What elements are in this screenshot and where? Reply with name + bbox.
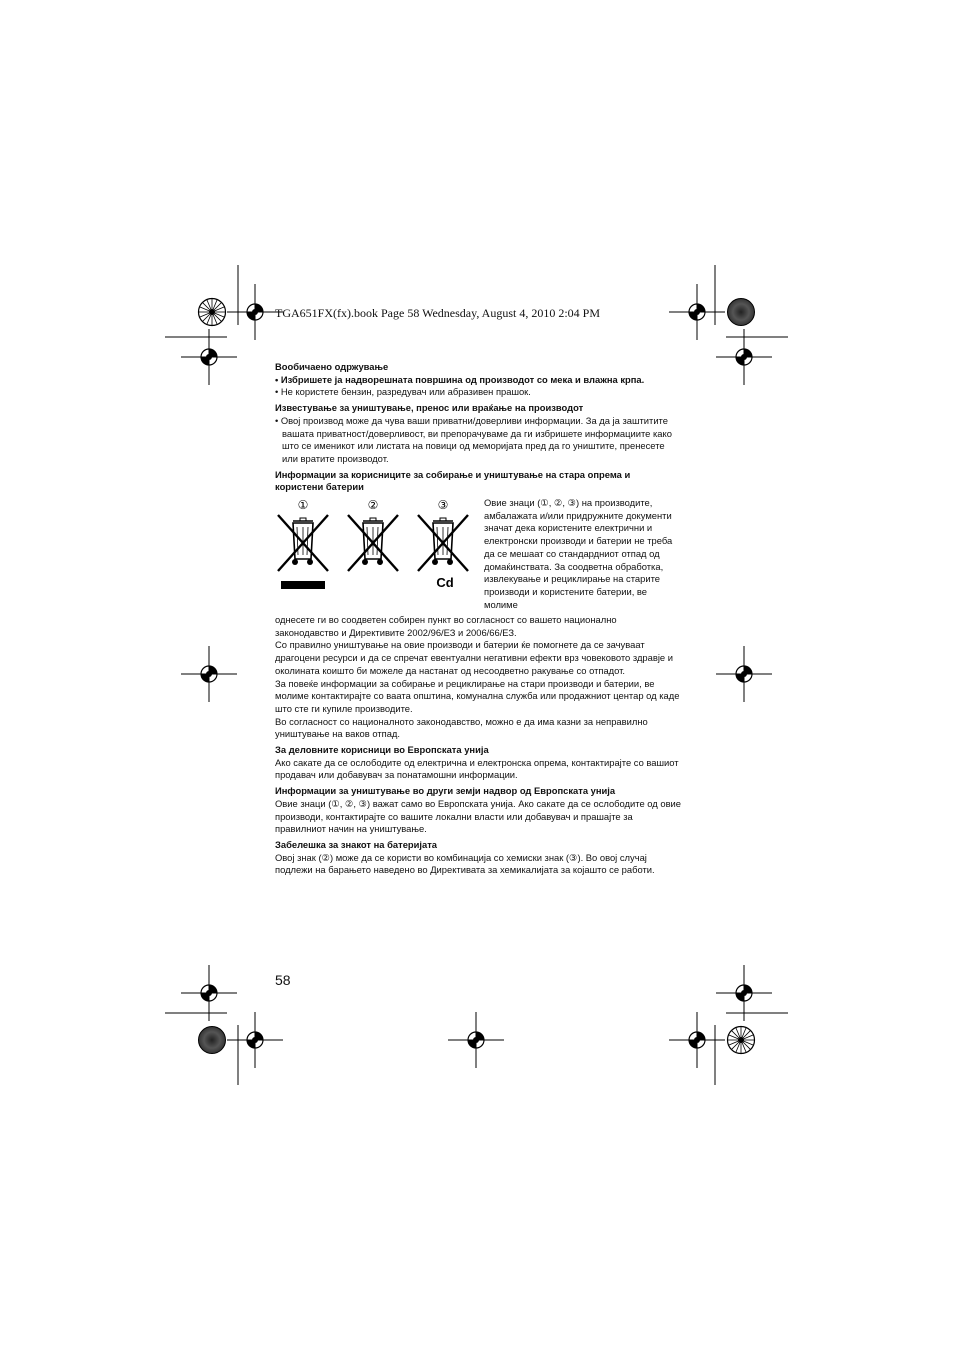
- care-title: Вообичаено одржување: [275, 361, 389, 372]
- weee-symbols-block: [275, 497, 681, 614]
- weee-symbols: [275, 499, 475, 595]
- users-para-2: Со правилно уништување на овие производи и батерии ќе помогнете да се зачуваат драгоцени ресурси и да се спречат евентуални негативни ефекти врз човековото здравје и околината коишто би можеле да настанат од несоодветно ракување со отпадот.: [275, 639, 673, 676]
- weee-bar-icon: [281, 581, 325, 589]
- users-para-4: Во согласност со националното законодавство, можно е да има казни за неправилно уништување на ваков отпад.: [275, 715, 648, 740]
- users-para-3: За повеќе информации за собирање и рециклирање на стари производи и батерии, ве молиме контактирајте со ваата општина, комунална служба или продажниот центар од каде што сте ги купиле производите.: [275, 677, 680, 714]
- cd-chemical-label: Cd: [436, 575, 454, 591]
- users-title: Информации за корисниците за собирање и уништување на стара опрема и користени батерии: [275, 468, 631, 493]
- users-para-1: однесете ги во соодветен собирен пункт во согласност со вашето национално законодавство и Директивите 2002/96/ЕЗ и 2006/66/ЕЗ.: [275, 614, 617, 638]
- print-header: TGA651FX(fx).book Page 58 Wednesday, August 4, 2010 2:04 PM: [275, 306, 601, 320]
- symbols-description: Овие знаци (①, ②, ③) на производите, амбалажата и/или придружните документи значат дека користените електрични и електронски производи и батерии не треба да се мешаат со стандардниот отпад од домаќинствата. За соодветна обработка, извлекување и рециклирање на старите производи и користените батерии, ве молиме: [484, 497, 673, 610]
- symbol-label-2: ②: [367, 499, 379, 513]
- care-bullet-1: • Избришете ја надворешната површина од производот со мека и влажна крпа.: [275, 373, 645, 385]
- weee-bin-icon-2: [348, 515, 398, 571]
- business-text: Ако сакате да се ослободите од електрична и електронска опрема, контактирајте со вашиот продавач или добавувач за понатамошни информации.: [275, 756, 679, 781]
- symbol-label-1: ①: [297, 499, 309, 513]
- battery-note-title: Забелешка за знакот на батеријата: [275, 838, 438, 850]
- page-number: 58: [275, 972, 291, 988]
- page-content: [275, 361, 681, 877]
- outside-eu-text: Овие знаци (①, ②, ③) важат само во Европската унија. Ако сакате да се ослободите од овие производи, контактирајте со вашите локални власти или добавувач и прашајте за правилниот начин на уништување.: [275, 797, 681, 835]
- disposal-title: Известување за уништување, пренос или враќање на производот: [275, 402, 584, 414]
- symbol-label-3: ③: [437, 499, 449, 513]
- disposal-bullet: • Овој производ може да чува ваши приватни/доверливи информации. За да ја заштитите вашата приватност/доверливост, ви препорачуваме да ги избришете информациите како што се именикот или листата на повици од меморијата пред да го уништите, пренесете или вратите производот.: [275, 414, 672, 464]
- battery-note-text: Овој знак (②) може да се користи во комбинација со хемиски знак (③). Во овој случај подлежи на барањето наведено во Директивата за хемикалијата за којашто се работи.: [275, 851, 655, 876]
- business-title: За деловните корисници во Европската унија: [275, 744, 489, 756]
- outside-eu-title: Информации за уништување во други земји надвор од Европската унија: [275, 785, 616, 797]
- weee-bin-icon-3: [418, 515, 468, 571]
- weee-bin-icon-1: [278, 515, 328, 571]
- care-bullet-2: • Не користете бензин, разредувач или абразивен прашок.: [275, 386, 531, 398]
